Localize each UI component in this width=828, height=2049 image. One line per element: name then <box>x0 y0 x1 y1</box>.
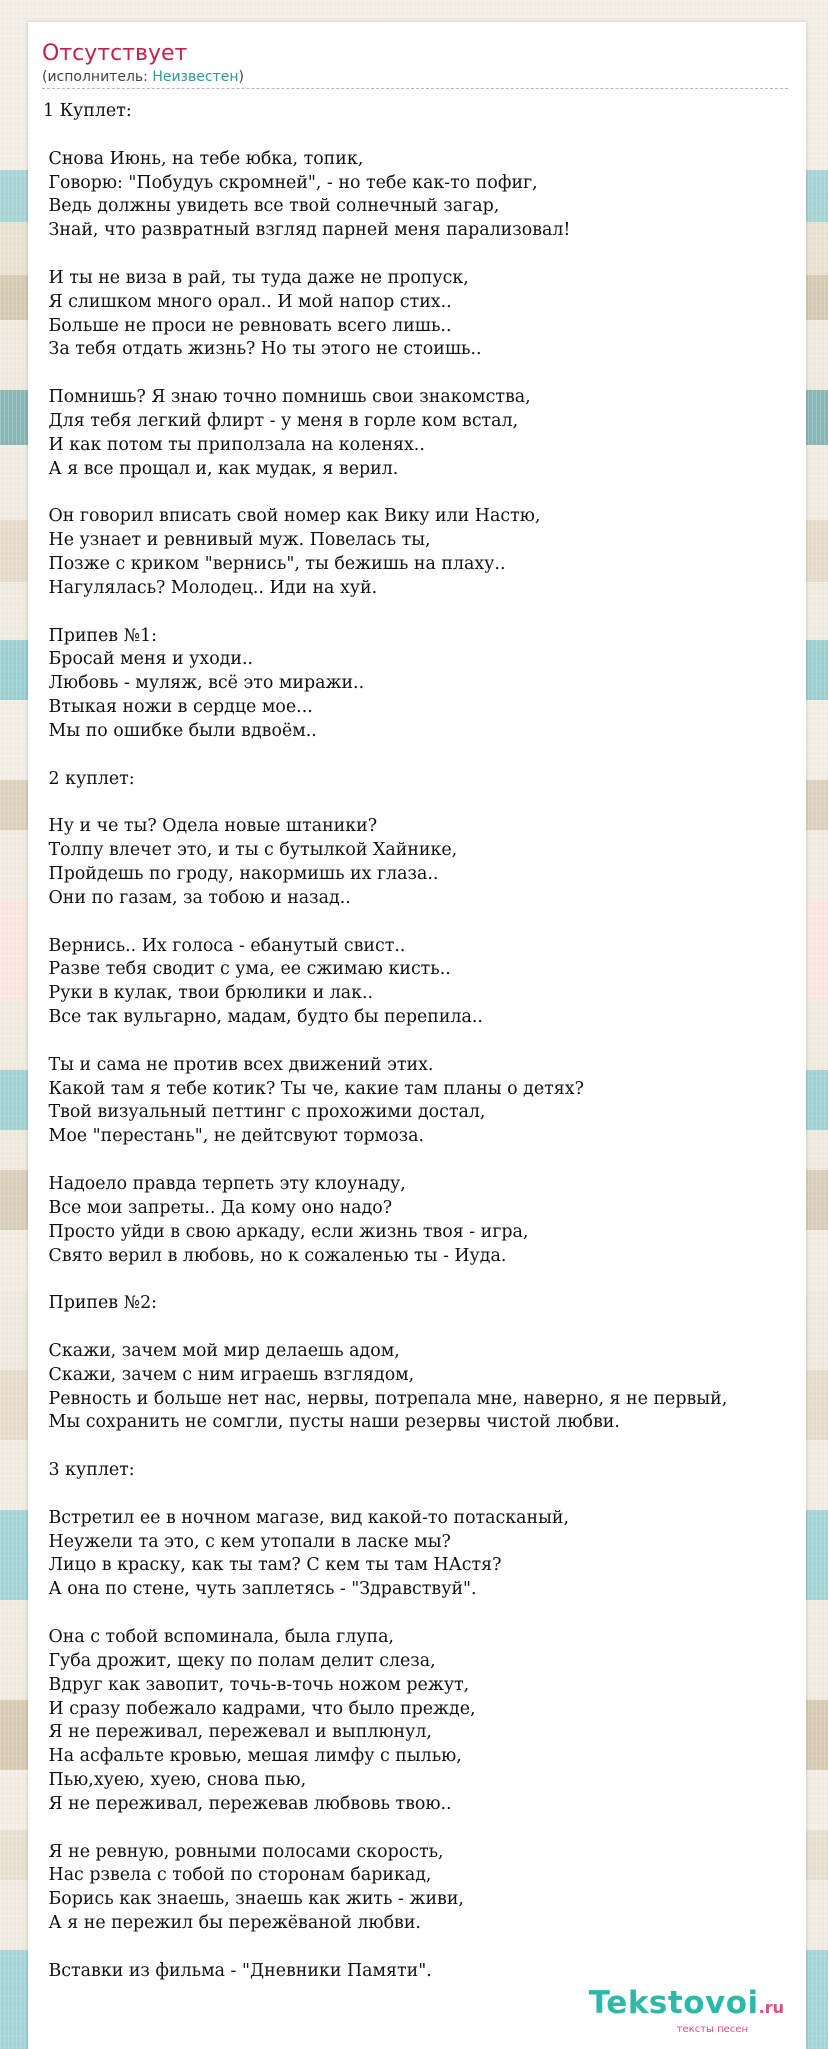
logo-tagline: тексты песен <box>676 2024 748 2035</box>
performer-prefix: (исполнитель: <box>42 69 153 85</box>
song-title: Отсутствует <box>42 41 188 66</box>
site-logo[interactable] <box>589 1987 784 2035</box>
performer-link[interactable]: Неизвестен <box>152 69 239 85</box>
lyrics-card <box>28 22 806 2049</box>
lyrics-text: 1 Куплет: Снова Июнь, на тебе юбка, топик, Говорю: "Побудуь скромней", - но тебе как-то пофиг, Ведь должны увидеть все твой солнечный загар, Знай, что развратный взгляд парней меня парализовал! И ты не виза в рай, ты туда даже не пропуск, Я слишком много орал.. И мой напор стих.. Больше не проси не ревновать всего лишь.. За тебя отдать жизнь? Но ты этого не стоишь.. Помнишь? Я знаю точно помнишь свои знакомства, Для тебя легкий флирт - у меня в горле ком встал, И как потом ты приползала на коленях.. А я все прощал и, как мудак, я верил. Он говорил вписать свой номер как Вику или Настю, Не узнает и ревнивый муж. Повелась ты, Позже с криком "вернись", ты бежишь на плаху.. Нагулялась? Молодец.. Иди на хуй. Припев №1: Бросай меня и уходи.. Любовь - муляж, всё это миражи.. Втыкая ножи в сердце мое... Мы по ошибке были вдвоём.. 2 куплет: Ну и че ты? Одела новые штаники? Толпу влечет это, и ты с бутылкой Хайнике, Пройдешь по гроду, накормишь их глаза.. Они по газам, за тобою и назад.. Вернись.. Их голоса - ебанутый свист.. Разве тебя сводит с ума, ее сжимаю кисть.. Руки в кулак, твои брюлики и лак.. Все так вульгарно, мадам, будто бы перепила.. Ты и сама не против всех движений этих. Какой там я тебе котик? Ты че, какие там планы о детях? Твой визуальный петтинг с прохожими достал, Мое "перестань", не дейтсвуют тормоза. Надоело правда терпеть эту клоунаду, Все мои запреты.. Да кому оно надо? Просто уйди в свою аркаду, если жизнь твоя - игра, Свято верил в любовь, но к сожаленью ты - Иуда. Припев №2: Скажи, зачем мой мир делаешь адом, Скажи, зачем с ним играешь взглядом, Ревность и больше нет нас, нервы, потрепала мне, наверно, я не первый, Мы сохранить не сомгли, пусты наши резервы чистой любви. 3 куплет: Встретил ее в ночном магазе, вид какой-то потасканый, Неужели та это, с кем утопали в ласке мы? Лицо в краску, как ты там? С кем ты там НАстя? А она по стене, чуть заплетясь - "Здравствуй". Она с тобой вспоминала, была глупа, Губа дрожит, щеку по полам делит слеза, Вдруг как завопит, точь-в-точь ножом режут, И сразу побежало кадрами, что было прежде, Я не переживал, пережевал и выплюнул, На асфальте кровью, мешая лимфу с пылью, Пью,хуею, хуею, снова пью, Я не переживал, пережевав любвовь твою.. Я не ревную, ровными полосами скорость, Нас рзвела с тобой по сторонам барикад, Борись как знаешь, знаешь как жить - живи, А я не пережил бы пережёваной любви. Вставки из фильма - "Дневники Памяти". <box>43 101 728 1981</box>
performer-suffix: ) <box>238 69 244 85</box>
logo-tld: .ru <box>758 1998 784 2017</box>
logo-main-text: Tekstovoi <box>588 1985 759 2021</box>
song-header <box>42 40 788 89</box>
performer-line <box>42 68 788 86</box>
logo-wordmark <box>589 1987 784 2024</box>
